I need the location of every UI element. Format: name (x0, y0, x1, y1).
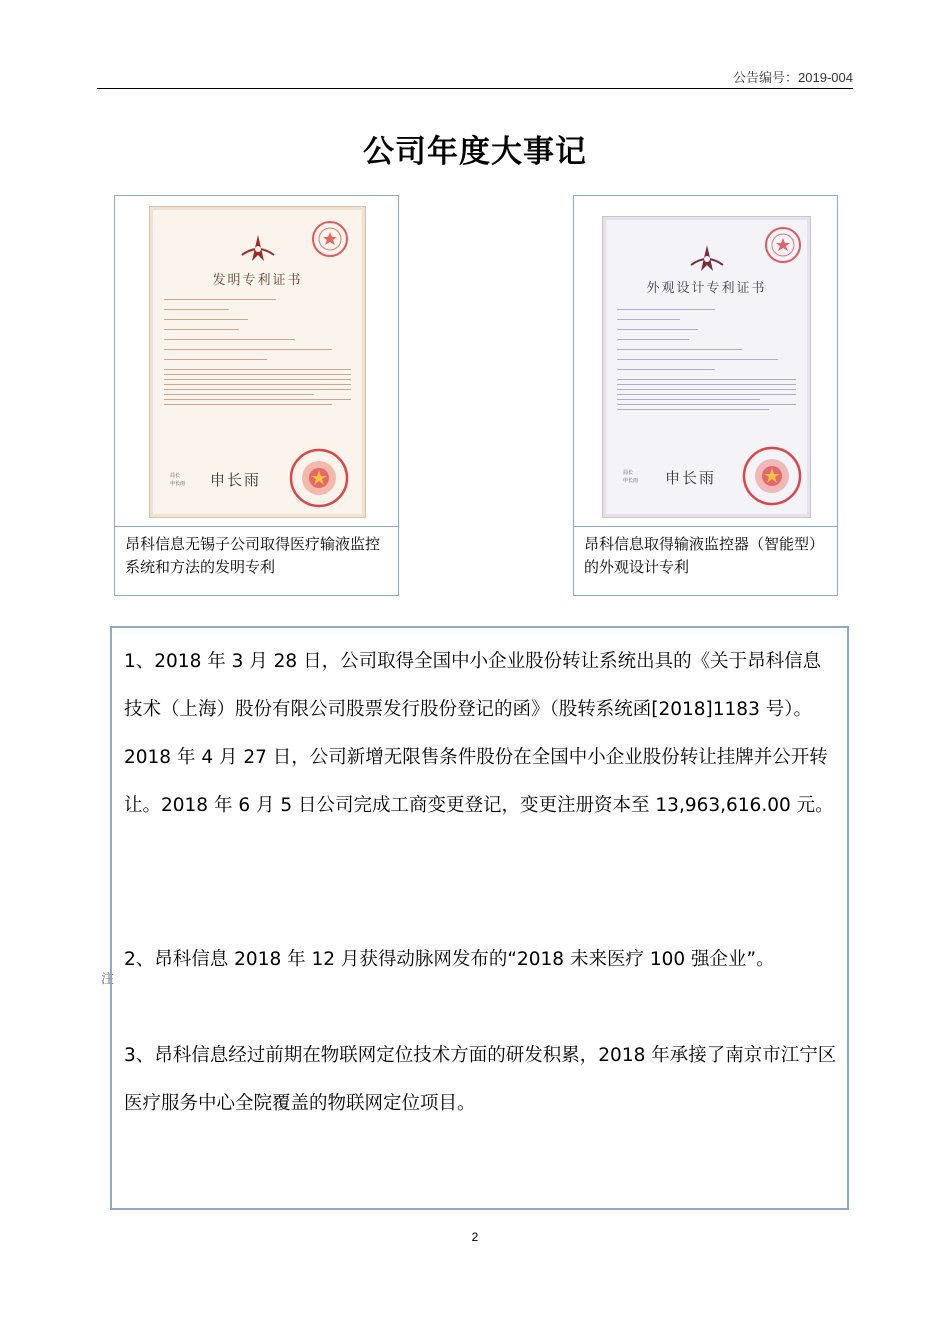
director-signature: 申长雨 (665, 469, 717, 487)
certificate-title: 发明专利证书 (212, 273, 303, 288)
event-item: 1、2018 年 3 月 28 日，公司取得全国中小企业股份转让系统出具的《关于昂科信息技术（上海）股份有限公司股票发行股份登记的函》（股转系统函[2018]1183 号）。2018 年 4 月 27 日，公司新增无限售条件股份在全国中小企业股份转让挂牌并公开转让。2018 年 6 月 5 日公司完成工商变更登记，变更注册资本至 13,963,616.00 元。 (124, 651, 834, 816)
events-box (110, 626, 849, 1210)
figure-caption: 昂科信息无锡子公司取得医疗输液监控系统和方法的发明专利 (125, 535, 381, 576)
page-title: 公司年度大事记 (363, 134, 587, 170)
margin-mark: 注 (101, 972, 115, 987)
header-divider (97, 88, 853, 89)
director-signature: 申长雨 (210, 471, 262, 489)
announcement-code: 公告编号：2019-004 (733, 70, 853, 85)
event-item: 3、昂科信息经过前期在物联网定位技术方面的研发积累，2018 年承接了南京市江宁区医疗服务中心全院覆盖的物联网定位项目。 (124, 1045, 837, 1114)
page-number: 2 (471, 1230, 479, 1244)
seal-stamp-icon (763, 225, 803, 265)
certificate-text-lines (617, 309, 796, 414)
patent-office-logo-icon (687, 243, 727, 277)
certificate-image (574, 196, 837, 527)
official-seal-icon (741, 445, 803, 507)
design-patent-certificate (602, 216, 811, 518)
figure-invention-patent (114, 195, 399, 596)
signer-role: 局长 申长雨 (623, 470, 639, 484)
figure-design-patent (573, 195, 838, 596)
seal-stamp-icon (310, 219, 350, 259)
patent-office-logo-icon (238, 233, 278, 267)
signer-role: 局长 申长雨 (170, 473, 186, 487)
event-item: 2、昂科信息 2018 年 12 月获得动脉网发布的“2018 未来医疗 100 强企业”。 (124, 949, 775, 970)
certificate-text-lines (164, 299, 351, 409)
invention-patent-certificate (149, 206, 366, 518)
certificate-image (115, 196, 398, 527)
figure-caption: 昂科信息取得输液监控器（智能型）的外观设计专利 (584, 535, 825, 576)
official-seal-icon (288, 447, 350, 509)
certificate-title: 外观设计专利证书 (646, 281, 767, 296)
